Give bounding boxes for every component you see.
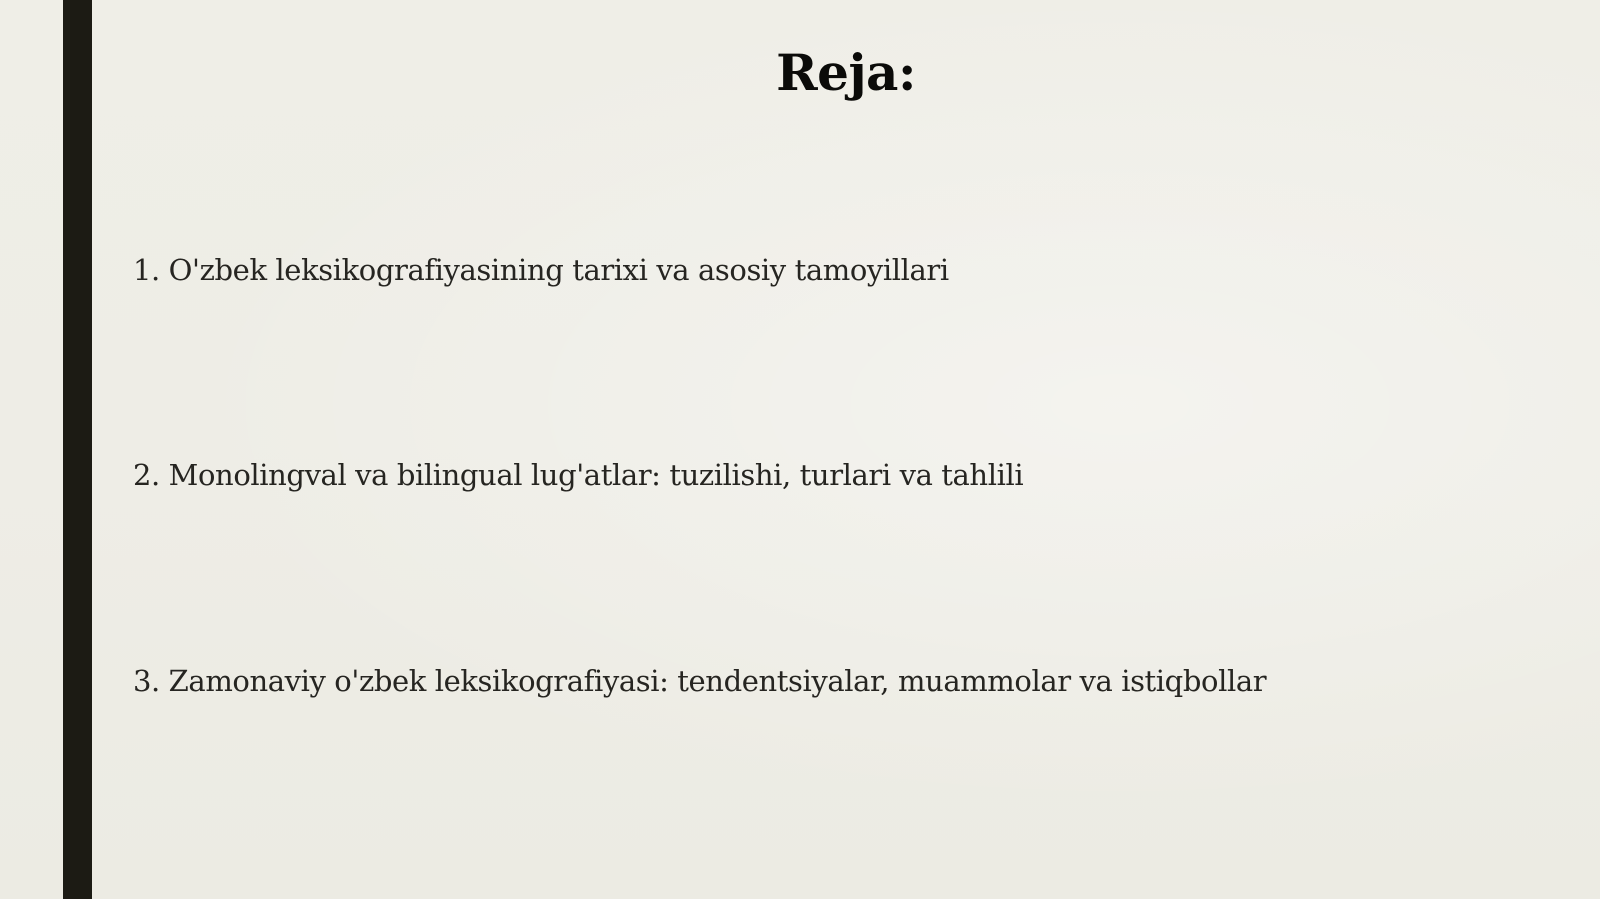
plan-item-2: 2. Monolingval va bilingual lug'atlar: tuzilishi, turlari va tahlili (133, 458, 1024, 492)
plan-item-1: 1. O'zbek leksikografiyasining tarixi va asosiy tamoyillari (133, 253, 949, 287)
slide-title: Reja: (776, 43, 916, 102)
accent-bar (63, 0, 92, 899)
plan-item-3: 3. Zamonaviy o'zbek leksikografiyasi: tendentsiyalar, muammolar va istiqbollar (133, 664, 1267, 698)
